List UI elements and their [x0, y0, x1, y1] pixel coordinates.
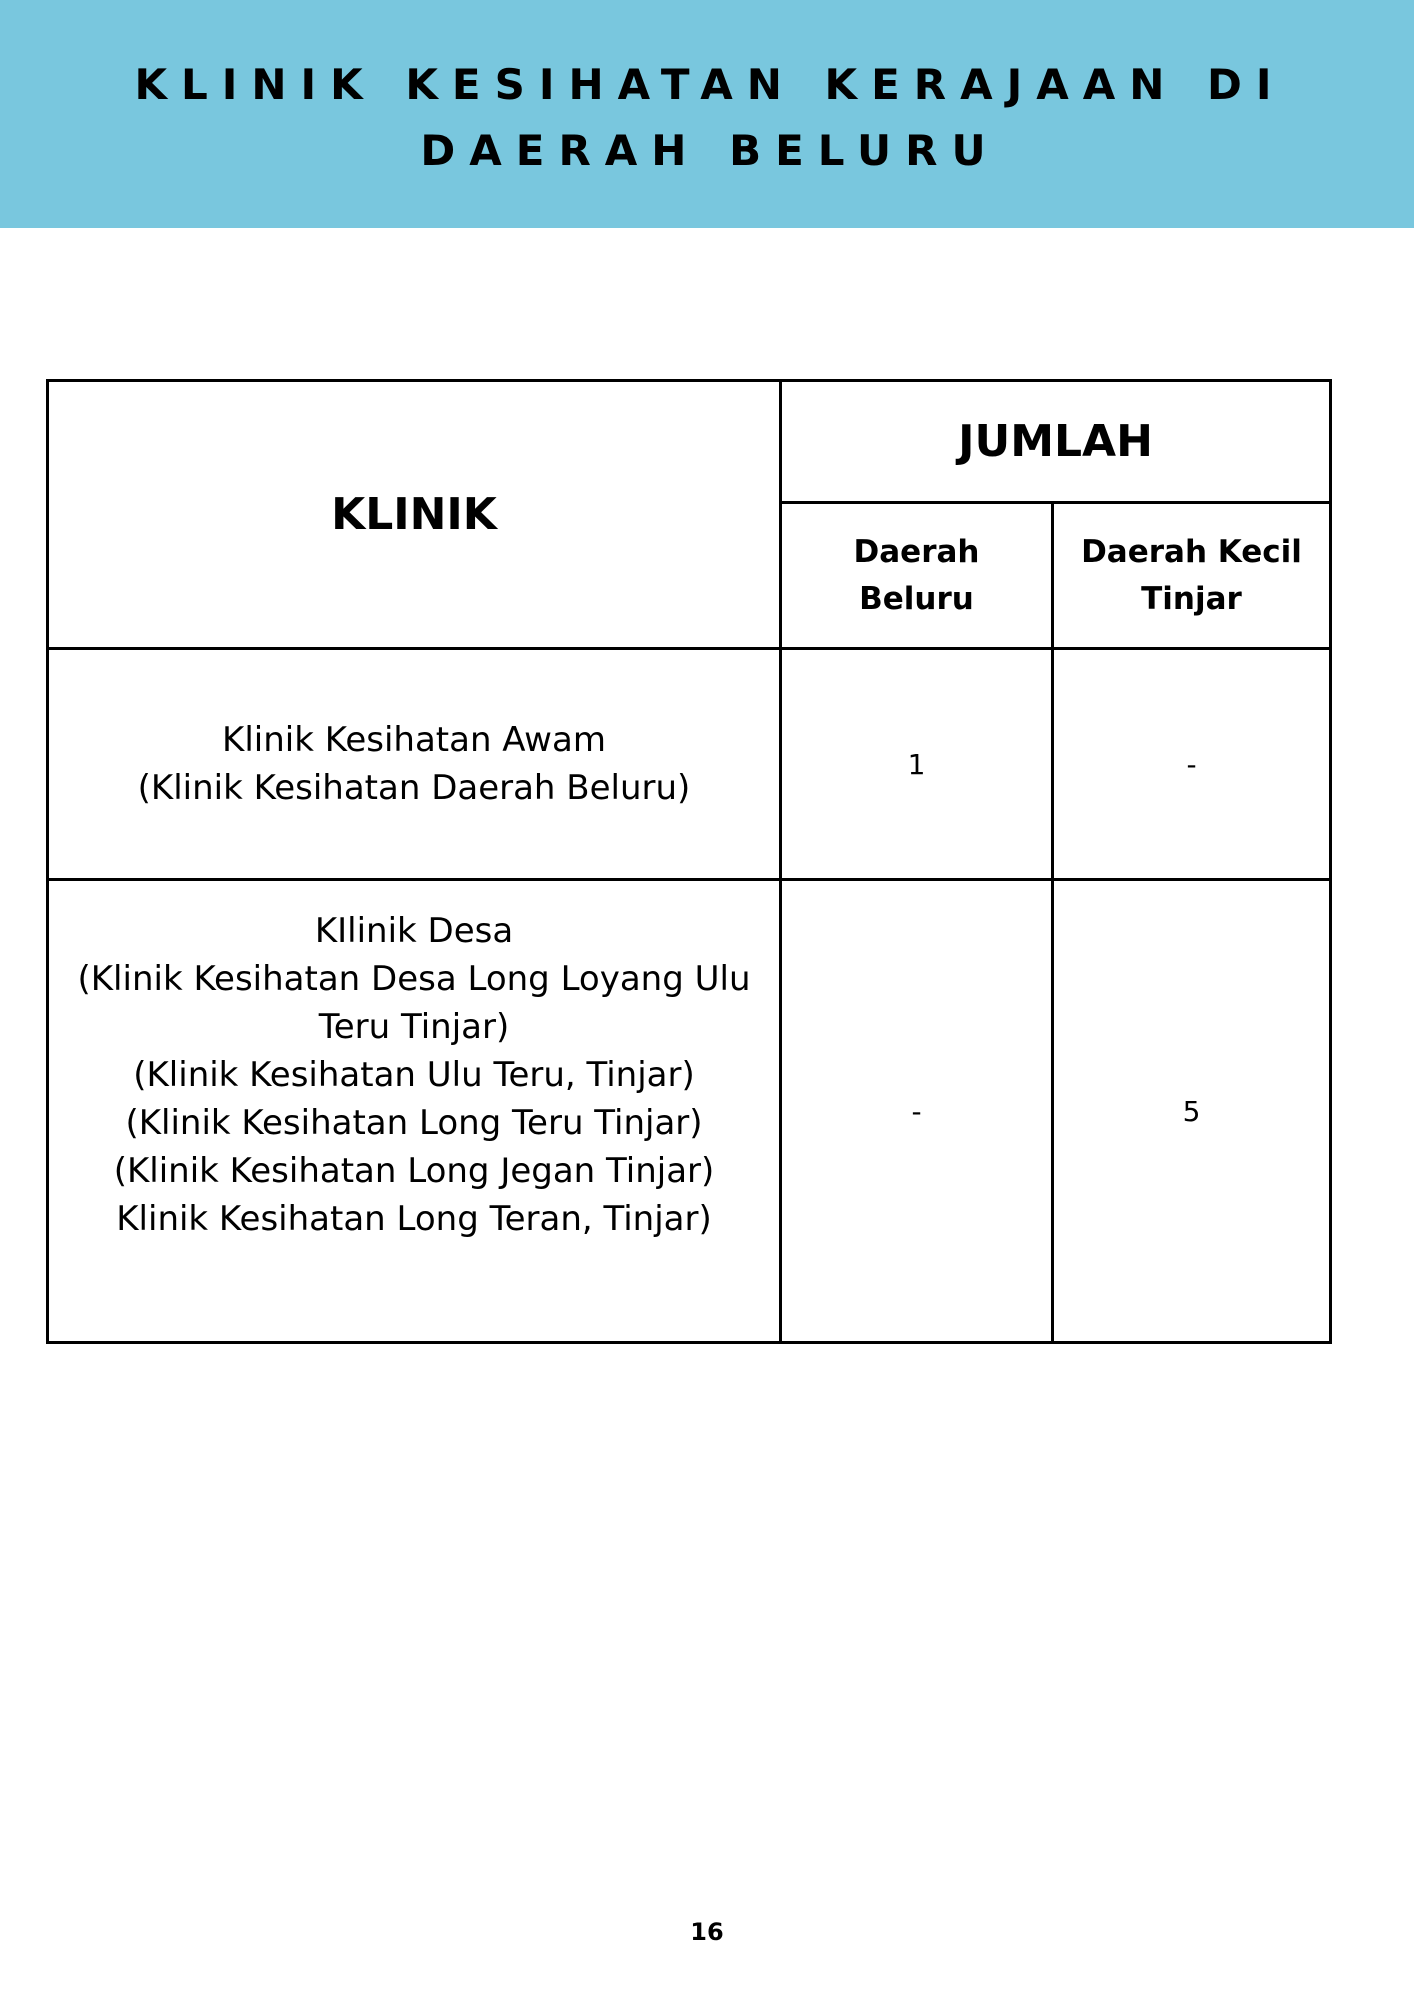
- clinic-name-line: (Klinik Kesihatan Long Jegan Tinjar): [113, 1151, 715, 1191]
- page-title-line-2: DAERAH BELURU: [420, 126, 1000, 175]
- clinic-name-line: (Klinik Kesihatan Ulu Teru, Tinjar): [133, 1055, 695, 1095]
- page-title-line-1: KLINIK KESIHATAN KERAJAAN DI: [134, 60, 1286, 109]
- header-jumlah: JUMLAH: [781, 381, 1331, 503]
- header-daerah-beluru-line-1: Daerah: [853, 533, 980, 570]
- clinic-name-line: Teru Tinjar): [318, 1007, 510, 1047]
- table-row: [48, 649, 1331, 880]
- clinic-name-cell: [48, 880, 781, 1343]
- header-banner: [0, 0, 1414, 228]
- table-row: [48, 880, 1331, 1343]
- header-daerah-beluru: [781, 503, 1053, 649]
- clinic-name-line: (Klinik Kesihatan Desa Long Loyang Ulu: [77, 959, 751, 999]
- clinic-name-line: (Klinik Kesihatan Daerah Beluru): [137, 768, 691, 808]
- page-title: [60, 52, 1360, 184]
- header-daerah-kecil-tinjar: [1053, 503, 1331, 649]
- header-daerah-beluru-line-2: Beluru: [859, 580, 974, 617]
- count-daerah-kecil-tinjar: 5: [1053, 880, 1331, 1343]
- header-daerah-kecil-tinjar-line-1: Daerah Kecil: [1081, 533, 1302, 570]
- count-daerah-kecil-tinjar: -: [1053, 649, 1331, 880]
- clinic-table: [46, 379, 1332, 1344]
- clinic-name-line: Klinik Kesihatan Awam: [222, 720, 606, 760]
- clinic-name-line: Klinik Kesihatan Long Teran, Tinjar): [116, 1199, 712, 1239]
- header-klinik: KLINIK: [48, 381, 781, 649]
- table-header-row: [48, 381, 1331, 503]
- header-daerah-kecil-tinjar-line-2: Tinjar: [1141, 580, 1242, 617]
- clinic-name-line: KIlinik Desa: [314, 911, 514, 951]
- clinic-name-line: (Klinik Kesihatan Long Teru Tinjar): [125, 1103, 703, 1143]
- clinic-name-cell: [48, 649, 781, 880]
- count-daerah-beluru: 1: [781, 649, 1053, 880]
- page-number: 16: [690, 1918, 724, 1946]
- count-daerah-beluru: -: [781, 880, 1053, 1343]
